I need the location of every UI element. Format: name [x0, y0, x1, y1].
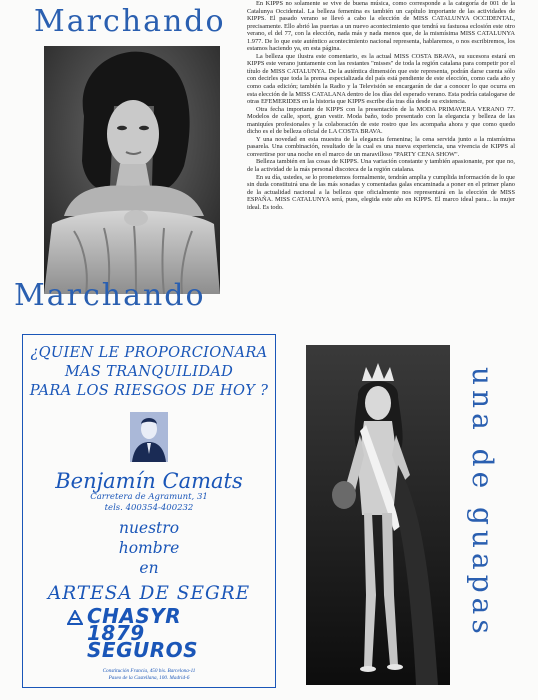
page-heading-top: Marchando [34, 4, 226, 39]
page-heading-bottom: Marchando [14, 278, 206, 313]
article-paragraph: En KIPPS no solamente se vive de buena música, como corresponde a la categoría de 001 de la Catalunya Occidental. La belleza femenina es también un capítulo importante de las actividades de KIPPS. El pasado verano se llevó a cabo la elección de MISS CATALUNYA OCCIDENTAL, precisamente. Ello abrió las puertas a un nuevo acontecimiento que tendrá su fastuosa eclosión este otro verano, el del 77, con la elección, nada más y nada menos que, de la mismísima MISS CATALUNYA 1.977. De lo que este auténtico acontecimiento nacional representa, hablaremos, o nos escribiremos, los estamos haciendo ya, en esta página. [247, 0, 515, 53]
ad-headline [23, 343, 275, 400]
vertical-heading-text: una de guapas [466, 367, 499, 639]
ad-headline-line: PARA LOS RIESGOS DE HOY ? [29, 382, 269, 399]
agent-phone: tels. 400354-400232 [104, 503, 194, 513]
article-paragraph: La belleza que ilustra este comentario, es la actual MISS COSTA BRAVA, su sucesora estará en KIPPS este verano juntamente con las restantes "misses" de toda la región catalana para competir por el título de MISS CATALUNYA. De la auténtica dimensión que este representa, podrán darse cuenta sólo con decirles que toda la prensa especializada del país está pendiente de este elección, como cada año y como cada edición; también la Radio y la Televisión se encargarán de dar a conocer lo que ocurra en esta elección de la MISS CATALANA dentro de los días del esperado verano. Esta podría catalogarse de otras EFEMERIDES en la historia que KIPPS escribe día tras día desde su existencia. [247, 52, 515, 106]
vertical-heading [457, 367, 517, 667]
company-logo [23, 604, 275, 666]
brand-line: CHASYR [87, 604, 182, 628]
portrait-illustration [44, 46, 220, 294]
ad-tagline-line: hombre [118, 539, 180, 557]
article-paragraph: En su día, ustedes, se lo prometemos formalmente, tendrán amplia y cumplida información de lo que sin duda constituirá una de las más sonadas y comentadas galas encaminada a poner en el primer plano de la actualidad nacional a la belleza que oficialmente nos representará en la elección de MISS ESPAÑA. MISS CATALUNYA será, pues, elegida este año en KIPPS. El marco ideal para... la mujer ideal. Es todo. [247, 173, 515, 211]
ad-tagline-line: en [139, 559, 159, 577]
article-paragraph: Belleza también en las cosas de KIPPS. Una variación constante y también apasionante, por que no, de la actividad de la más personal discoteca de la región catalana. [247, 158, 515, 174]
agent-portrait [130, 412, 168, 462]
article-body [247, 0, 515, 335]
photo-beauty-queen [306, 345, 450, 685]
agent-name: Benjamín Camats [55, 469, 243, 493]
beauty-queen-illustration [306, 345, 450, 685]
ad-footer-line: Paseo de la Castellana, 100. Madrid-6 [108, 674, 190, 681]
photo-woman-portrait [44, 46, 220, 294]
ad-headline-line: MAS TRANQUILIDAD [64, 363, 234, 380]
agent-address: Carretera de Agramunt, 31 [90, 492, 208, 502]
agent-portrait-illustration [130, 412, 168, 462]
ad-footer [23, 668, 275, 681]
ad-footer-line: Constitución Francia, 450 bis. Barcelona-11 [102, 668, 196, 674]
article-paragraph: Y una novedad en esta muestra de la elegancia femenina; la cena servida junto a la mismísima pasarela. Una combinación, resultado de la cual es una nueva experiencia, una vivencia de KIPPS al convertirse por una noche en el marco de un maravilloso "PARTY CENA SHOW". [247, 135, 515, 158]
ad-town: ARTESA DE SEGRE [47, 583, 251, 604]
insurance-advertisement [22, 334, 276, 688]
ad-tagline-line: nuestro [118, 519, 180, 537]
article-paragraph: Otra fecha importante de KIPPS con la presentación de la MODA PRIMAVERA VERANO 77. Modelos de calle, sport, gran vestir. Moda baño, todo presentado con la elegancia y belleza de las maniquíes profesionales y la colaboración de este rostro que les acompaña ahora y que como quedo dicho es el de belleza oficial de LA COSTA BRAVA. [247, 105, 515, 136]
ad-headline-line: ¿QUIEN LE PROPORCIONARA [30, 344, 268, 361]
brand-line: SEGUROS [87, 638, 199, 662]
company-brand [87, 604, 199, 662]
brand-line: 1879 [87, 621, 145, 645]
chasyr-logo-icon [67, 610, 83, 625]
